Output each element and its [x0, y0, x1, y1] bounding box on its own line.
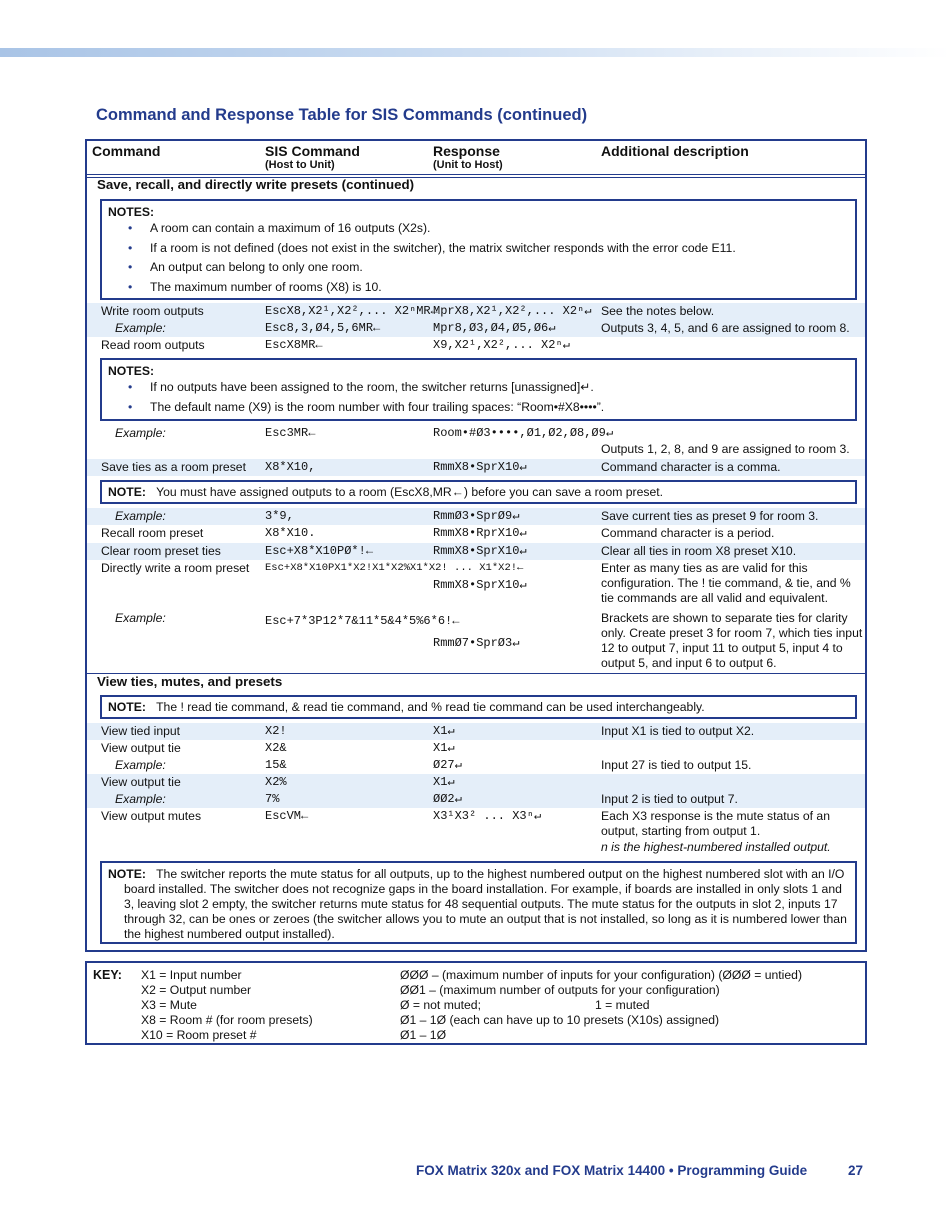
table-row [87, 740, 865, 757]
response: Ø27↵ [433, 758, 462, 772]
table-row [87, 425, 865, 459]
footer-title: FOX Matrix 320x and FOX Matrix 14400 • Programming Guide [416, 1163, 808, 1178]
notes-label: NOTES: [108, 205, 155, 219]
table-row [87, 560, 865, 610]
key-item: X3 = Mute [141, 998, 197, 1012]
note-item: • If no outputs have been assigned to the room, the switcher returns [unassigned]↵. [128, 378, 849, 398]
response: MprX8,X2¹,X2²,... X2ⁿ↵ [433, 304, 592, 318]
table-row [87, 791, 865, 808]
note-item: • If a room is not defined (does not exist in the switcher), the matrix switcher responds with the error code E11. [128, 239, 849, 259]
command-label: Save ties as a room preset [101, 460, 246, 474]
key-item: Ø = not muted; [400, 998, 481, 1012]
table-row [87, 610, 865, 672]
response: ØØ2↵ [433, 792, 462, 806]
description: Outputs 1, 2, 8, and 9 are assigned to room 3. [601, 442, 850, 456]
response: X9,X2¹,X2²,... X2ⁿ↵ [433, 338, 570, 352]
note-mute-status [100, 861, 857, 944]
notes-label: NOTES: [108, 364, 155, 378]
description: n is the highest-numbered installed output. [601, 840, 831, 854]
response: RmmX8•SprX10↵ [433, 578, 527, 592]
response: X3¹X3² ... X3ⁿ↵ [433, 809, 542, 823]
key-item: ØØØ – (maximum number of inputs for your configuration) (ØØØ = untied) [400, 968, 803, 982]
note-label: NOTE: [108, 867, 146, 881]
table-row [87, 508, 865, 525]
header-rule [87, 174, 865, 175]
sis-command: X2& [265, 741, 287, 755]
response: Mpr8,Ø3,Ø4,Ø5,Ø6↵ [433, 321, 556, 335]
description: Input X1 is tied to output X2. [601, 724, 755, 738]
section-title-presets: Save, recall, and directly write presets (continued) [97, 177, 415, 192]
section-title-view: View ties, mutes, and presets [97, 674, 283, 689]
table-row [87, 303, 865, 320]
command-label: Example: [115, 611, 166, 625]
note-text: The ! read tie command, & read tie command, and % read tie command can be used interchangeably. [156, 700, 705, 714]
table-row [87, 543, 865, 560]
table-row [87, 337, 865, 354]
response: X1↵ [433, 724, 455, 738]
page-title: Command and Response Table for SIS Commands (continued) [96, 106, 588, 124]
sis-command-table [85, 139, 867, 952]
description: Input 27 is tied to output 15. [601, 758, 752, 772]
response: X1↵ [433, 741, 455, 755]
response: RmmX8•SprX10↵ [433, 544, 527, 558]
response: Room•#Ø3••••,Ø1,Ø2,Ø8,Ø9↵ [433, 426, 614, 440]
sis-command: X2% [265, 775, 287, 789]
header-sis-command: SIS Command (Host to Unit) [265, 143, 360, 171]
description: Enter as many ties as are valid for this configuration. The ! tie command, & tie, and % tie commands are all valid and equivalent. [601, 561, 851, 605]
sis-command: X8*X10, [265, 460, 316, 474]
command-label: Read room outputs [101, 338, 205, 352]
sis-command: Esc+7*3P12*7&11*5&4*5%6*6!← [265, 614, 460, 628]
note-read-tie [100, 695, 857, 719]
header-response: Response (Unit to Host) [433, 143, 503, 171]
header-description: Additional description [601, 143, 749, 159]
key-item: ØØ1 – (maximum number of outputs for your configuration) [400, 983, 720, 997]
table-row [87, 774, 865, 791]
note-text: The switcher reports the mute status for all outputs, up to the highest numbered output on the highest numbered slot with an I/O board installed. The switcher does not recognize gaps in the board installation. For example, if boards are installed in only slots 1 and 3, leaving slot 2 empty, the switcher returns mute status for 48 sequential outputs. The mute status for the outputs in slot 2, inputs 17 through 32, can be ones or zeroes (the switcher allows you to mute an output that is not installed, so long as it is numbered lower than the highest numbered output installed). [124, 867, 847, 941]
command-label: Example: [115, 792, 166, 806]
note-item: • A room can contain a maximum of 16 outputs (X2s). [128, 219, 849, 239]
notes-room-name [100, 358, 857, 421]
key-legend [85, 961, 867, 1045]
key-item: X2 = Output number [141, 983, 252, 997]
description: Clear all ties in room X8 preset X10. [601, 544, 797, 558]
response: RmmX8•SprX10↵ [433, 460, 527, 474]
description: Outputs 3, 4, 5, and 6 are assigned to room 8. [601, 321, 850, 335]
command-label: View output mutes [101, 809, 202, 823]
description: Command character is a period. [601, 526, 775, 540]
key-item: X8 = Room # (for room presets) [141, 1013, 313, 1027]
sis-command: EscVM← [265, 809, 309, 823]
description: Each X3 response is the mute status of an output, starting from output 1. [601, 809, 830, 838]
command-label: View output tie [101, 775, 181, 789]
description: See the notes below. [601, 304, 715, 318]
response: RmmØ7•SprØ3↵ [433, 636, 520, 650]
table-row [87, 757, 865, 774]
sis-command: Esc+X8*X10PØ*!← [265, 544, 374, 558]
command-label: Example: [115, 509, 166, 523]
sis-command: X8*X10. [265, 526, 316, 540]
command-label: Directly write a room preset [101, 561, 250, 575]
note-item: • The default name (X9) is the room number with four trailing spaces: “Room•#X8••••”. [128, 398, 849, 418]
page-number: 27 [848, 1163, 864, 1178]
response: X1↵ [433, 775, 455, 789]
sis-command: X2! [265, 724, 287, 738]
key-item: X1 = Input number [141, 968, 242, 982]
response: RmmØ3•SprØ9↵ [433, 509, 520, 523]
command-label: Example: [115, 426, 166, 440]
command-label: Write room outputs [101, 304, 204, 318]
description: Brackets are shown to separate ties for clarity only. Create preset 3 for room 7, which ties input 12 to output 7, input 11 to output 5, input 4 to output 5, and input 6 to output 6. [601, 611, 863, 670]
top-gradient-bar [0, 48, 950, 57]
sis-command: EscX8MR← [265, 338, 323, 352]
table-row [87, 525, 865, 542]
table-row [87, 320, 865, 337]
notes-room-limits [100, 199, 857, 300]
table-row [87, 723, 865, 740]
command-label: View output tie [101, 741, 181, 755]
table-row [87, 808, 865, 856]
command-label: Clear room preset ties [101, 544, 221, 558]
header-command: Command [92, 143, 161, 159]
command-label: Example: [115, 758, 166, 772]
key-item: X10 = Room preset # [141, 1028, 257, 1042]
sis-command: Esc8,3,Ø4,5,6MR← [265, 321, 381, 335]
note-item: • An output can belong to only one room. [128, 258, 849, 278]
description: Input 2 is tied to output 7. [601, 792, 738, 806]
key-label: KEY: [93, 968, 122, 982]
command-label: View tied input [101, 724, 181, 738]
sis-command: Esc+X8*X10PX1*X2!X1*X2%X1*X2! ... X1*X2!← [265, 562, 524, 574]
note-label: NOTE: [108, 485, 146, 499]
sis-command: 7% [265, 792, 280, 806]
note-save-preset [100, 480, 857, 504]
sis-command: Esc3MR← [265, 426, 316, 440]
note-item: • The maximum number of rooms (X8) is 10. [128, 278, 849, 298]
key-item: 1 = muted [595, 998, 650, 1012]
sis-command: 15& [265, 758, 287, 772]
sis-command: 3*9, [265, 509, 294, 523]
key-item: Ø1 – 1Ø (each can have up to 10 presets (X10s) assigned) [400, 1013, 720, 1027]
sis-command: EscX8,X2¹,X2²,... X2ⁿMR← [265, 304, 438, 318]
note-label: NOTE: [108, 700, 146, 714]
key-item: Ø1 – 1Ø [400, 1028, 447, 1042]
description: Save current ties as preset 9 for room 3. [601, 509, 819, 523]
table-row [87, 459, 865, 476]
note-text: You must have assigned outputs to a room (EscX8,MR←) before you can save a room preset. [156, 485, 664, 499]
response: RmmX8•RprX10↵ [433, 526, 527, 540]
command-label: Recall room preset [101, 526, 204, 540]
command-label: Example: [115, 321, 166, 335]
description: Command character is a comma. [601, 460, 781, 474]
